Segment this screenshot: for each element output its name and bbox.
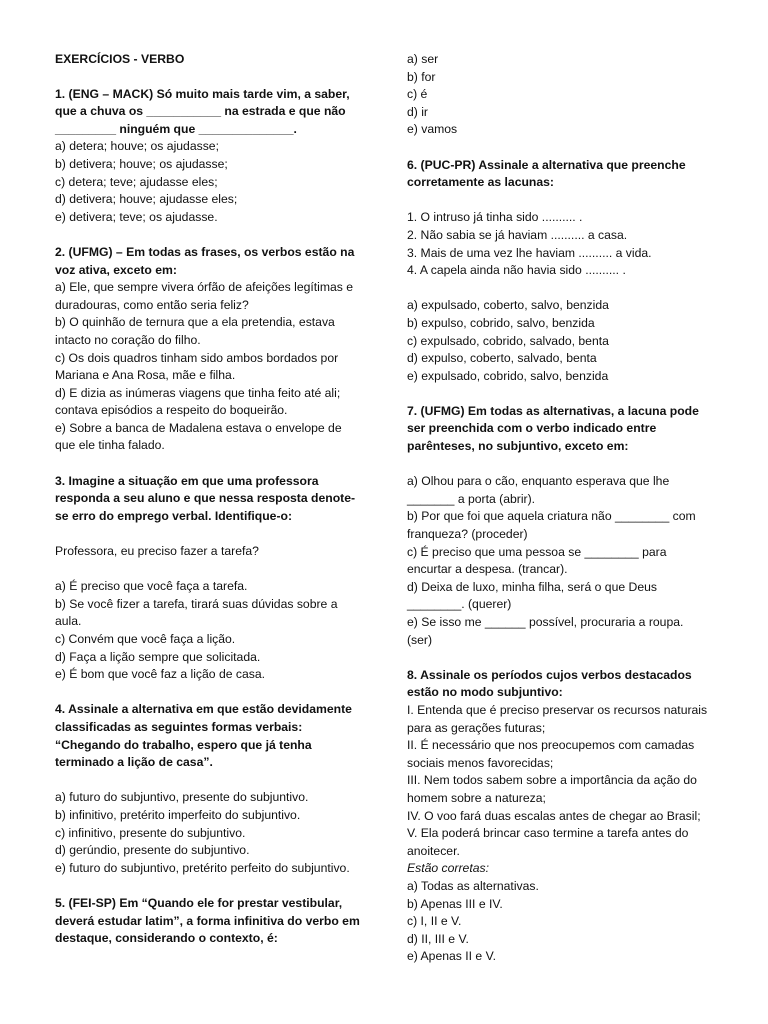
question-3-option-e: e) É bom que você faz a lição de casa.	[55, 667, 266, 682]
spacer	[55, 772, 360, 790]
question-7	[407, 403, 711, 649]
question-7-option-b: b) Por que foi que aquela criatura não ________ com franqueza? (proceder)	[407, 509, 696, 542]
question-4-option-a: a) futuro do subjuntivo, presente do subjuntivo.	[55, 790, 309, 805]
question-5-option-e: e) vamos	[407, 122, 458, 137]
question-1-option-a: a) detera; houve; os ajudasse;	[55, 139, 219, 154]
question-4-option-b: b) infinitivo, pretérito imperfeito do subjuntivo.	[55, 807, 301, 822]
question-6-item-3: 3. Mais de uma vez lhe haviam .......... a vida.	[407, 245, 652, 260]
spacer	[55, 561, 360, 579]
question-3-option-b: b) Se você fizer a tarefa, tirará suas dúvidas sobre a aula.	[55, 596, 338, 629]
question-1-option-e: e) detivera; teve; os ajudasse.	[55, 209, 218, 224]
question-2-statement: 2. (UFMG) – Em todas as frases, os verbos estão na voz ativa, exceto em:	[55, 244, 355, 277]
question-8-prompt: Estão corretas:	[407, 861, 489, 876]
question-2	[55, 244, 360, 455]
question-5-option-c: c) é	[407, 87, 428, 102]
question-8-item-3: III. Nem todos sabem sobre a importância da ação do homem sobre a natureza;	[407, 773, 697, 805]
spacer	[407, 192, 711, 210]
question-1-option-d: d) detivera; houve; ajudasse eles;	[55, 192, 238, 207]
question-6-option-c: c) expulsado, cobrido, salvado, benta	[407, 333, 609, 348]
question-5-options	[407, 51, 711, 139]
question-3-statement: 3. Imagine a situação em que uma professora responda a seu aluno e que nessa resposta denote-se erro do emprego verbal. Identifique-o:	[55, 473, 356, 523]
question-4	[55, 701, 360, 877]
question-4-option-e: e) futuro do subjuntivo, pretérito perfeito do subjuntivo.	[55, 860, 350, 875]
question-7-option-a: a) Olhou para o cão, enquanto esperava que lhe _______ a porta (abrir).	[407, 474, 670, 506]
question-8-option-d: d) II, III e V.	[407, 931, 469, 946]
question-7-option-c: c) É preciso que uma pessoa se ________ para encurtar a despesa. (trancar).	[407, 544, 667, 577]
question-4-option-d: d) gerúndio, presente do subjuntivo.	[55, 843, 250, 858]
question-8-item-1: I. Entenda que é preciso preservar os recursos naturais para as gerações futuras;	[407, 702, 708, 735]
question-1-option-b: b) detivera; houve; os ajudasse;	[55, 156, 228, 171]
question-5-option-a: a) ser	[407, 52, 439, 66]
question-6	[407, 157, 711, 386]
spacer	[407, 280, 711, 298]
question-6-item-2: 2. Não sabia se já haviam .......... a casa.	[407, 227, 628, 242]
question-8-option-a: a) Todas as alternativas.	[407, 878, 539, 893]
question-6-option-a: a) expulsado, coberto, salvo, benzida	[407, 298, 609, 313]
question-7-statement: 7. (UFMG) Em todas as alternativas, a lacuna pode ser preenchida com o verbo indicado entre parênteses, no subjuntivo, exceto em:	[407, 403, 699, 454]
question-5-statement: 5. (FEI-SP) Em “Quando ele for prestar vestibular, deverá estudar latim”, a forma infinitiva do verbo em destaque, considerando o contexto, é:	[55, 895, 360, 946]
question-3	[55, 473, 360, 684]
question-7-option-e: e) Se isso me ______ possível, procuraria a roupa. (ser)	[407, 615, 684, 647]
right-column	[407, 51, 711, 983]
spacer	[407, 456, 711, 474]
question-8-option-e: e) Apenas II e V.	[407, 949, 496, 964]
question-1-option-c: c) detera; teve; ajudasse eles;	[55, 174, 218, 189]
question-3-quote: Professora, eu preciso fazer a tarefa?	[55, 544, 259, 559]
question-6-item-1: 1. O intruso já tinha sido .......... .	[407, 210, 583, 225]
page-title: EXERCÍCIOS - VERBO	[55, 52, 185, 66]
question-6-item-4: 4. A capela ainda não havia sido .......... .	[407, 263, 626, 278]
question-6-option-e: e) expulsado, cobrido, salvo, benzida	[407, 368, 609, 383]
question-8-item-4: IV. O voo fará duas escalas antes de chegar ao Brasil;	[407, 808, 701, 823]
question-8-option-b: b) Apenas III e IV.	[407, 896, 503, 911]
question-5-option-b: b) for	[407, 69, 436, 84]
question-8-item-5: V. Ela poderá brincar caso termine a tarefa antes do anoitecer.	[407, 826, 689, 858]
spacer	[55, 525, 360, 543]
question-2-option-e: e) Sobre a banca de Madalena estava o envelope de que ele tinha falado.	[55, 420, 342, 453]
question-8-statement: 8. Assinale os períodos cujos verbos destacados estão no modo subjuntivo:	[407, 667, 692, 700]
question-2-option-a: a) Ele, que sempre vivera órfão de afeições legítimas e duradouras, como então seria feliz?	[55, 280, 354, 312]
question-2-option-c: c) Os dois quadros tinham sido ambos bordados por Mariana e Ana Rosa, mãe e filha.	[55, 350, 339, 383]
question-6-option-b: b) expulso, cobrido, salvo, benzida	[407, 315, 595, 330]
question-5	[55, 895, 360, 948]
question-8	[407, 667, 711, 966]
left-column	[55, 51, 360, 965]
question-2-option-b: b) O quinhão de ternura que a ela pretendia, estava intacto no coração do filho.	[55, 315, 335, 347]
question-1-statement: 1. (ENG – MACK) Só muito mais tarde vim, a saber, que a chuva os ___________ na estrada e que não _________ ninguém que ______________.	[55, 86, 350, 136]
question-6-statement: 6. (PUC-PR) Assinale a alternativa que preenche corretamente as lacunas:	[407, 157, 686, 190]
question-3-option-d: d) Faça a lição sempre que solicitada.	[55, 649, 261, 664]
question-1	[55, 86, 360, 227]
question-5-option-d: d) ir	[407, 104, 428, 119]
question-4-option-c: c) infinitivo, presente do subjuntivo.	[55, 825, 246, 840]
question-4-statement: 4. Assinale a alternativa em que estão devidamente classificadas as seguintes formas verbais: “Chegando do trabalho, espero que já tenha terminado a lição de casa”.	[55, 702, 352, 770]
question-3-option-c: c) Convém que você faça a lição.	[55, 632, 236, 646]
question-8-option-c: c) I, II e V.	[407, 914, 462, 929]
question-6-option-d: d) expulso, coberto, salvado, benta	[407, 351, 597, 366]
question-3-option-a: a) É preciso que você faça a tarefa.	[55, 579, 248, 594]
question-2-option-d: d) E dizia as inúmeras viagens que tinha feito até ali; contava episódios a respeito do boqueirão.	[55, 385, 341, 418]
question-8-item-2: II. É necessário que nos preocupemos com camadas sociais menos favorecidas;	[407, 738, 695, 770]
question-7-option-d: d) Deixa de luxo, minha filha, será o que Deus ________. (querer)	[407, 579, 657, 612]
